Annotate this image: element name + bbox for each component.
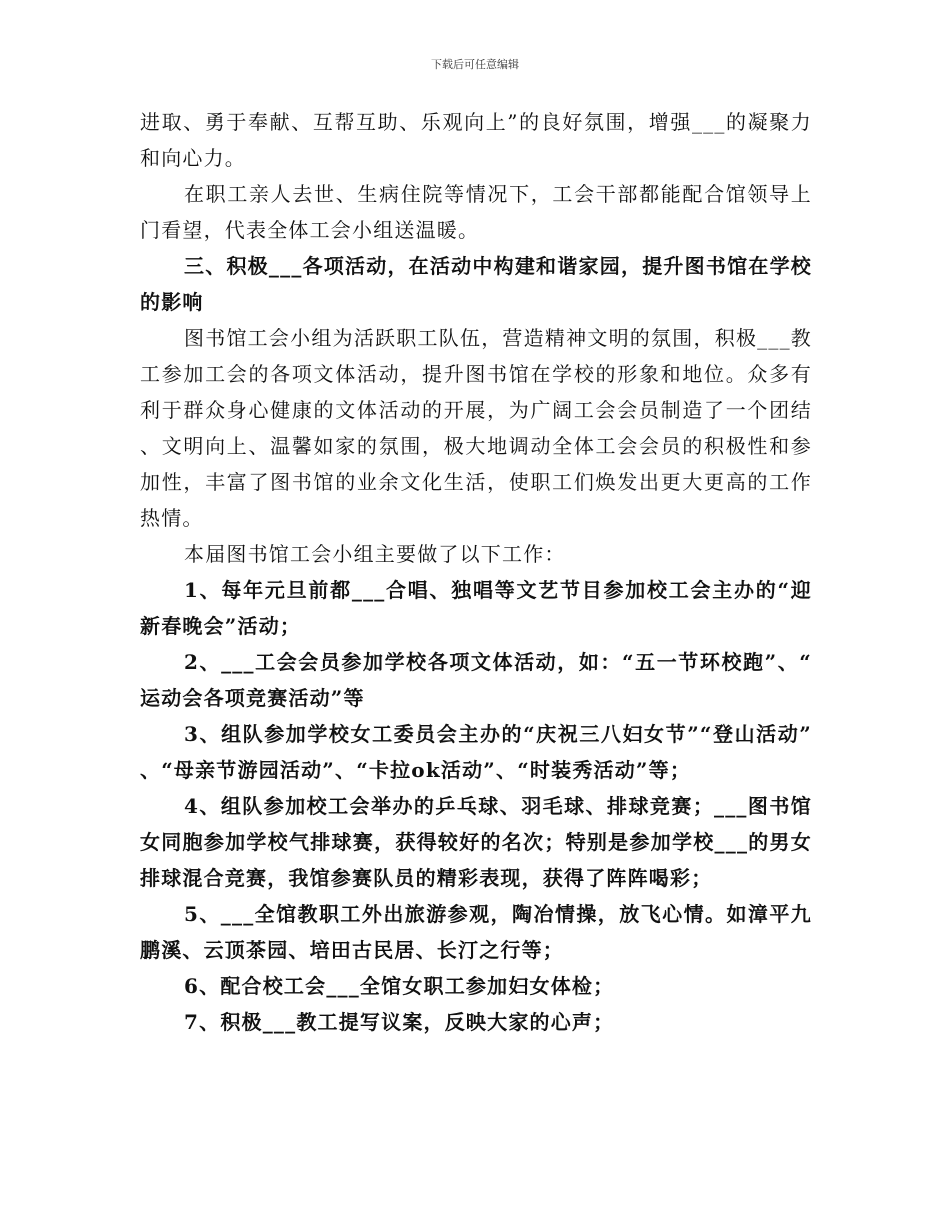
list-item-1: 1、每年元旦前都___合唱、独唱等文艺节目参加校工会主办的“迎新春晚会”活动； bbox=[140, 578, 812, 638]
list-item-5: 5、___全馆教职工外出旅游参观，陶冶情操，放飞心情。如漳平九鹏溪、云顶茶园、培田古民居、长汀之行等； bbox=[140, 902, 812, 962]
list-item-6: 6、配合校工会___全馆女职工参加妇女体检； bbox=[184, 974, 615, 998]
paragraph-4: 图书馆工会小组为活跃职工队伍，营造精神文明的氛围，积极___教工参加工会的各项文体活动，提升图书馆在学校的形象和地位。众多有利于群众身心健康的文体活动的开展，为广阔工会会员制造了一个团结、文明向上、温馨如家的氛围，极大地调动全体工会会员的积极性和参加性，丰富了图书馆的业余文化生活，使职工们焕发出更大更高的工作热情。 bbox=[140, 326, 812, 530]
list-item-4: 4、组队参加校工会举办的乒乓球、羽毛球、排球竞赛；___图书馆女同胞参加学校气排球赛，获得较好的名次；特别是参加学校___的男女排球混合竞赛，我馆参赛队员的精彩表现，获得了阵阵喝彩； bbox=[140, 794, 812, 890]
list-item-2: 2、___工会会员参加学校各项文体活动，如：“五一节环校跑”、“运动会各项竞赛活动”等 bbox=[140, 650, 812, 710]
header-note: 下载后可任意编辑 bbox=[431, 58, 519, 71]
paragraph-2: 在职工亲人去世、生病住院等情况下，工会干部都能配合馆领导上门看望，代表全体工会小组送温暖。 bbox=[140, 182, 812, 242]
paragraph-1: 进取、勇于奉献、互帮互助、乐观向上”的良好氛围，增强___的凝聚力和向心力。 bbox=[140, 110, 812, 170]
section-heading-3: 三、积极___各项活动，在活动中构建和谐家园，提升图书馆在学校的影响 bbox=[140, 254, 812, 314]
paragraph-5: 本届图书馆工会小组主要做了以下工作： bbox=[184, 542, 566, 566]
list-item-3: 3、组队参加学校女工委员会主办的“庆祝三八妇女节”“登山活动”、“母亲节游园活动”、“卡拉ok活动”、“时装秀活动”等； bbox=[140, 722, 812, 782]
document-body bbox=[140, 104, 812, 1040]
list-item-7: 7、积极___教工提写议案，反映大家的心声； bbox=[184, 1010, 615, 1034]
